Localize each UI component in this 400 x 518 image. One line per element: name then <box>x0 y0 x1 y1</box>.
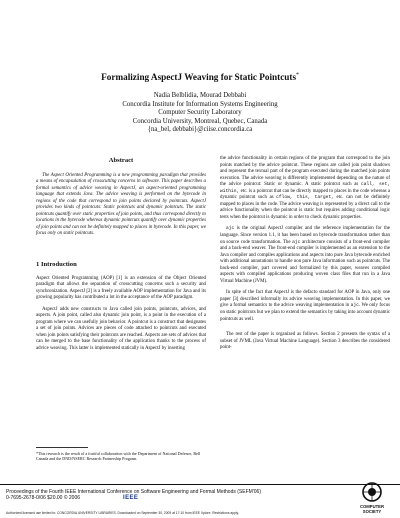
right-p3b-text: . We only focus on static pointcuts but we plan to extend the semantics by taking into account dynamic pointcuts as well. <box>220 303 390 322</box>
affiliation-university: Concordia University, Montreal, Quebec, Canada <box>132 117 268 125</box>
paper-title <box>0 70 400 83</box>
authorized-use-notice: Authorized licensed use limited to: CONCORDIA UNIVERSITY LIBRARIES. Downloaded on September 30, 2009 at 17:10 from IEEE Xplore. Restrictions apply. <box>6 511 239 515</box>
cs-word-society: SOCIETY <box>362 508 382 514</box>
computer-society-wordmark <box>350 505 394 514</box>
affiliation-lab: Computer Security Laboratory <box>158 109 242 117</box>
code-ajc-2: ajc <box>292 239 301 245</box>
right-p2b-text: architecture consists of a front-end compiler and a back-end weaver. The front-end compiler is implemented as an extension to the Java compiler and compiles applications and aspects into pure Java bytecode enriched with additional annotations to handle non pure Java information such as pointcuts. The back-end compiler, part covered and formalized by this paper, weaves compiled aspects with compiled applications producing woven class files that run in a Java Virtual Machine (JVM). <box>220 239 390 284</box>
abstract-heading: Abstract <box>108 157 134 164</box>
right-p1-text: the advice functionality in certain regions of the program that correspond to the join points matched by the advice pointcut. These regions are called join point shadows and represent the textual part of the program executed during the matched join points execution. The advice weaving is differently implemented depending on the nature of the advice pointcut: Static or dynamic. A static pointcut such as <box>220 156 390 188</box>
code-ajc-3: ajc <box>350 303 359 309</box>
cs-word-computer: COMPUTER <box>360 504 384 509</box>
code-dynamic-pointcuts: cflow, this, target, <box>276 195 334 201</box>
right-p2-text: is the original AspectJ compiler and the reference implementation for the language. Since version 1.1, it has been based on bytecode transformation rather than on source code transformation. The <box>220 226 390 245</box>
right-paragraph-4: The rest of the paper is organized as follows. Section 2 presents the syntax of a subset of JVML (Java Virtual Machine Language). Section 3 describes the considered point- <box>220 332 390 351</box>
footnote-rule <box>36 447 88 448</box>
title-text: Formalizing AspectJ Weaving for Static Pointcuts <box>101 72 297 83</box>
author-block <box>0 92 400 135</box>
right-paragraph-2 <box>220 226 390 285</box>
title-footnote-mark: * <box>296 72 299 78</box>
right-p1b-text: etc. is a pointcut that can be directly mapped to places in the code whereas a dynamic pointcut such as <box>220 188 390 201</box>
footnote <box>36 447 206 461</box>
footer-rule <box>0 484 400 485</box>
right-paragraph-3 <box>220 290 390 323</box>
abstract-text: The Aspect Oriented Programming is a new programming paradigm that provides a means of encapsulation of crosscutting concerns in software. This paper describes a formal semantics of advice weaving in AspectJ, an aspect-oriented programming language that extends Java. The advice weaving is performed on the bytecode in regions of the code that correspond to join points declared by pointcuts. AspectJ provides two kinds of pointcuts: Static pointcuts and dynamic pointcuts. The static pointcuts quantify over static properties of join points, and thus correspond directly to locations in the bytecode whereas dynamic pointcuts quantify over dynamic properties of join points and can not be definitely mapped to places in bytecode. In this paper, we focus only on static pointcuts. <box>36 172 206 237</box>
author-names: Nadia Belblidia, Mourad Debbabi <box>153 92 247 99</box>
proceedings-title: Proceedings of the Fourth IEEE International Conference on Software Engineering and Formal Methods (SEFM'06) <box>6 489 261 495</box>
left-column <box>36 158 206 353</box>
code-static-pointcuts: call, set, within, <box>220 182 390 194</box>
isbn-line: 0-7695-2678-0/06 $20.00 © 2006 <box>6 495 81 502</box>
footnote-text: *This research is the result of a fruitful collaboration with the Department of National Defence, Bell Canada and the DND/NSERC Research Partnership Program. <box>36 451 201 462</box>
affiliation-institute: Concordia Institute for Information Systems Engineering <box>122 100 278 108</box>
ieee-logo: IEEE <box>123 495 139 501</box>
intro-paragraph-2: AspectJ adds new constructs to Java called join points, pointcuts, advices, and aspects. A join point, called also dynamic join point, is a point in the execution of a program where we can usefully join behavior. A pointcut is a construct that designates a set of join points. Advices are pieces of code attached to pointcuts and executed when join points satisfying their pointcuts are reached. Aspects are sets of advices that can be merged to the base functionality of the application thanks to the process of advice weaving. This latter is implemented statically in AspectJ by inserting <box>36 306 206 352</box>
right-paragraph-1 <box>220 156 390 221</box>
code-ajc-1: ajc <box>226 226 235 232</box>
right-p3-text: In spite of the fact that AspectJ is the defacto standard for AOP in Java, only one paper [3] described informally its advice weaving implementation. In this paper, we give a formal semantics to the advice weaving implementation in <box>220 290 390 309</box>
right-p1c-text: etc. can not be definitely mapped to places in the code. The advice weaving is represented by a direct call to the advice functionality when the pointcut is static but requires adding conditional logic tests when the pointcut is dynamic in order to check dynamic properties. <box>220 195 390 220</box>
intro-paragraph-1: Aspect Oriented Programming (AOP) [1] is an extension of the Object Oriented paradigm that allows the separation of crosscutting concerns such a security and synchronization. AspectJ [2] is a freely available AOP implementation for Java and its growing popularity has contributed a lot in the acceptance of the AOP paradigm. <box>36 275 206 301</box>
introduction-heading: 1 Introduction <box>36 261 77 269</box>
right-column <box>220 156 390 352</box>
author-email: {na_bel, debbabi}@ciise.concordia.ca <box>147 126 253 134</box>
